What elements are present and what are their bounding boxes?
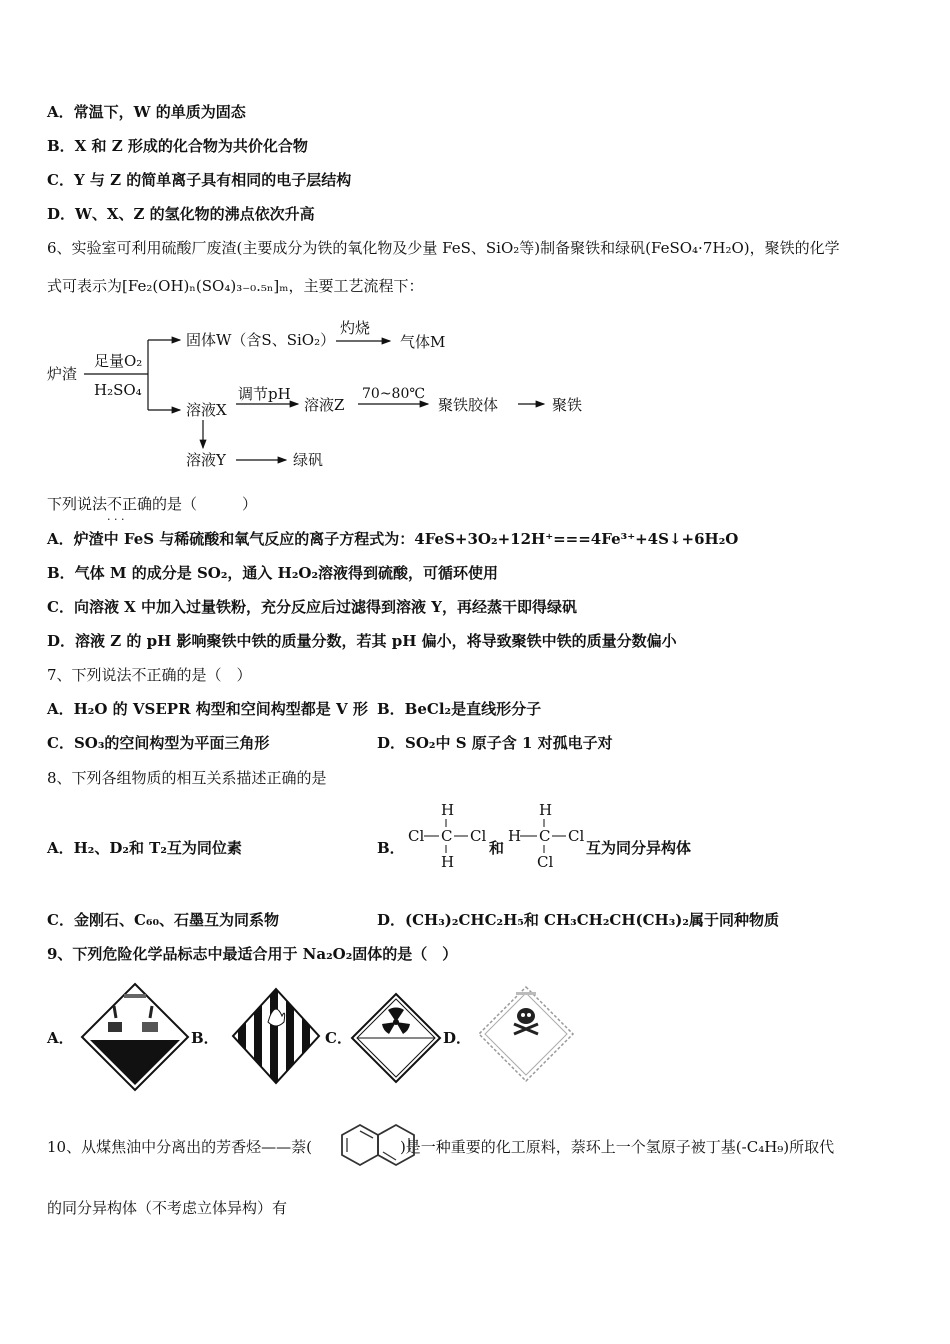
mol1-cl-right: Cl	[470, 827, 487, 845]
flow-green-vitriol: 绿矾	[293, 451, 324, 469]
q6-option-a: A．炉渣中 FeS 与稀硫酸和氧气反应的离子方程式为：4FeS+3O₂+12H⁺===4Fe³⁺+4S↓+6H₂O	[47, 530, 739, 548]
flow-temp: 70~80℃	[362, 386, 426, 402]
q8-option-b-label: B．	[377, 839, 405, 857]
q10-line1: 10、从煤焦油中分离出的芳香烃——萘( )是一种重要的化工原料，萘环上一个氢原子被丁基(-C₄H₉)所取代	[47, 1138, 835, 1156]
q9-option-b-label: B．	[191, 1029, 219, 1047]
flow-slag: 炉渣	[47, 365, 78, 383]
q5-option-b: B．X 和 Z 形成的化合物为共价化合物	[47, 137, 308, 155]
q9-option-a-label: A．	[47, 1029, 74, 1047]
mol1-h-bottom: H	[441, 853, 455, 871]
mol2-cl-bottom: Cl	[537, 853, 554, 871]
flow-burn: 灼烧	[340, 319, 371, 337]
q8-option-d: D．(CH₃)₂CHC₂H₅和 CH₃CH₂CH(CH₃)₂属于同种物质	[377, 911, 779, 929]
q9-option-d-label: D．	[443, 1029, 472, 1047]
flow-gas-m: 气体M	[400, 333, 446, 351]
mol1-bonds	[400, 800, 500, 880]
q7-option-c: C．SO₃的空间构型为平面三角形	[47, 734, 270, 752]
mol2-h-left: H	[508, 827, 522, 845]
radioactive-sign-icon	[350, 992, 442, 1084]
mol2-cl-right: Cl	[568, 827, 585, 845]
flow-solid-w: 固体W（含S、SiO₂）	[186, 331, 336, 349]
q9-option-c-label: C．	[325, 1029, 352, 1047]
q8-and: 和	[489, 839, 505, 857]
q7-option-d: D．SO₂中 S 原子含 1 对孤电子对	[377, 734, 613, 752]
flow-sol-z: 溶液Z	[304, 396, 345, 414]
flow-sol-x: 溶液X	[186, 401, 227, 419]
q6-stem-line1: 6、实验室可利用硫酸厂废渣(主要成分为铁的氧化物及少量 FeS、SiO₂等)制备聚铁和绿矾(FeSO₄·7H₂O)，聚铁的化学	[47, 239, 840, 257]
q7-option-b: B．BeCl₂是直线形分子	[377, 700, 542, 718]
q6-stem-line2: 式可表示为[Fe₂(OH)ₙ(SO₄)₃₋₀.₅ₙ]ₘ，主要工艺流程下：	[47, 277, 424, 295]
q6-option-c: C．向溶液 X 中加入过量铁粉，充分反应后过滤得到溶液 Y，再经蒸干即得绿矾	[47, 598, 577, 616]
flow-reagent-top: 足量O₂	[94, 352, 143, 370]
flow-polyiron: 聚铁	[552, 396, 583, 414]
q8-option-c: C．金刚石、C₆₀、石墨互为同系物	[47, 911, 280, 929]
mol2-c: C	[539, 827, 551, 845]
mol2-h-top: H	[539, 801, 553, 819]
flow-reagent-bottom: H₂SO₄	[94, 381, 142, 399]
q6-emphasis: 不正确 · ·	[107, 495, 152, 513]
mol2-bonds	[500, 800, 600, 880]
q7-option-a: A．H₂O 的 VSEPR 构型和空间构型都是 V 形	[47, 700, 368, 718]
toxic-skull-sign-icon	[476, 984, 576, 1084]
q5-option-a: A．常温下，W 的单质为固态	[47, 103, 246, 121]
q8-option-b-suffix: 互为同分异构体	[586, 839, 692, 857]
q9-stem: 9、下列危险化学品标志中最适合用于 Na₂O₂固体的是（ ）	[47, 945, 458, 963]
q5-option-c: C．Y 与 Z 的简单离子具有相同的电子层结构	[47, 171, 352, 189]
flow-adjust-ph: 调节pH	[238, 385, 291, 403]
q6-question: 下列说法不正确 · ·的是（ ）	[47, 494, 257, 514]
flammable-solid-sign-icon	[230, 986, 322, 1086]
q7-stem: 7、下列说法不正确的是（ ）	[47, 666, 252, 684]
mol1-cl-left: Cl	[408, 827, 425, 845]
q8-option-a: A．H₂、D₂和 T₂互为同位素	[47, 839, 242, 857]
q10-line2: 的同分异构体（不考虑立体异构）有	[47, 1199, 288, 1217]
q8-stem: 8、下列各组物质的相互关系描述正确的是	[47, 769, 327, 787]
flow-colloid: 聚铁胶体	[438, 396, 499, 414]
q5-option-d: D．W、X、Z 的氢化物的沸点依次升高	[47, 205, 315, 223]
mol1-h-top: H	[441, 801, 455, 819]
q6-option-b: B．气体 M 的成分是 SO₂，通入 H₂O₂溶液得到硫酸，可循环使用	[47, 564, 499, 582]
corrosive-sign-icon	[80, 982, 190, 1092]
flow-sol-y: 溶液Y	[186, 451, 226, 469]
flow-arrows	[0, 0, 950, 500]
naphthalene-structure-icon	[338, 1122, 422, 1168]
q6-option-d: D．溶液 Z 的 pH 影响聚铁中铁的质量分数，若其 pH 偏小，将导致聚铁中铁的质量分数偏小	[47, 632, 677, 650]
mol1-c: C	[441, 827, 453, 845]
